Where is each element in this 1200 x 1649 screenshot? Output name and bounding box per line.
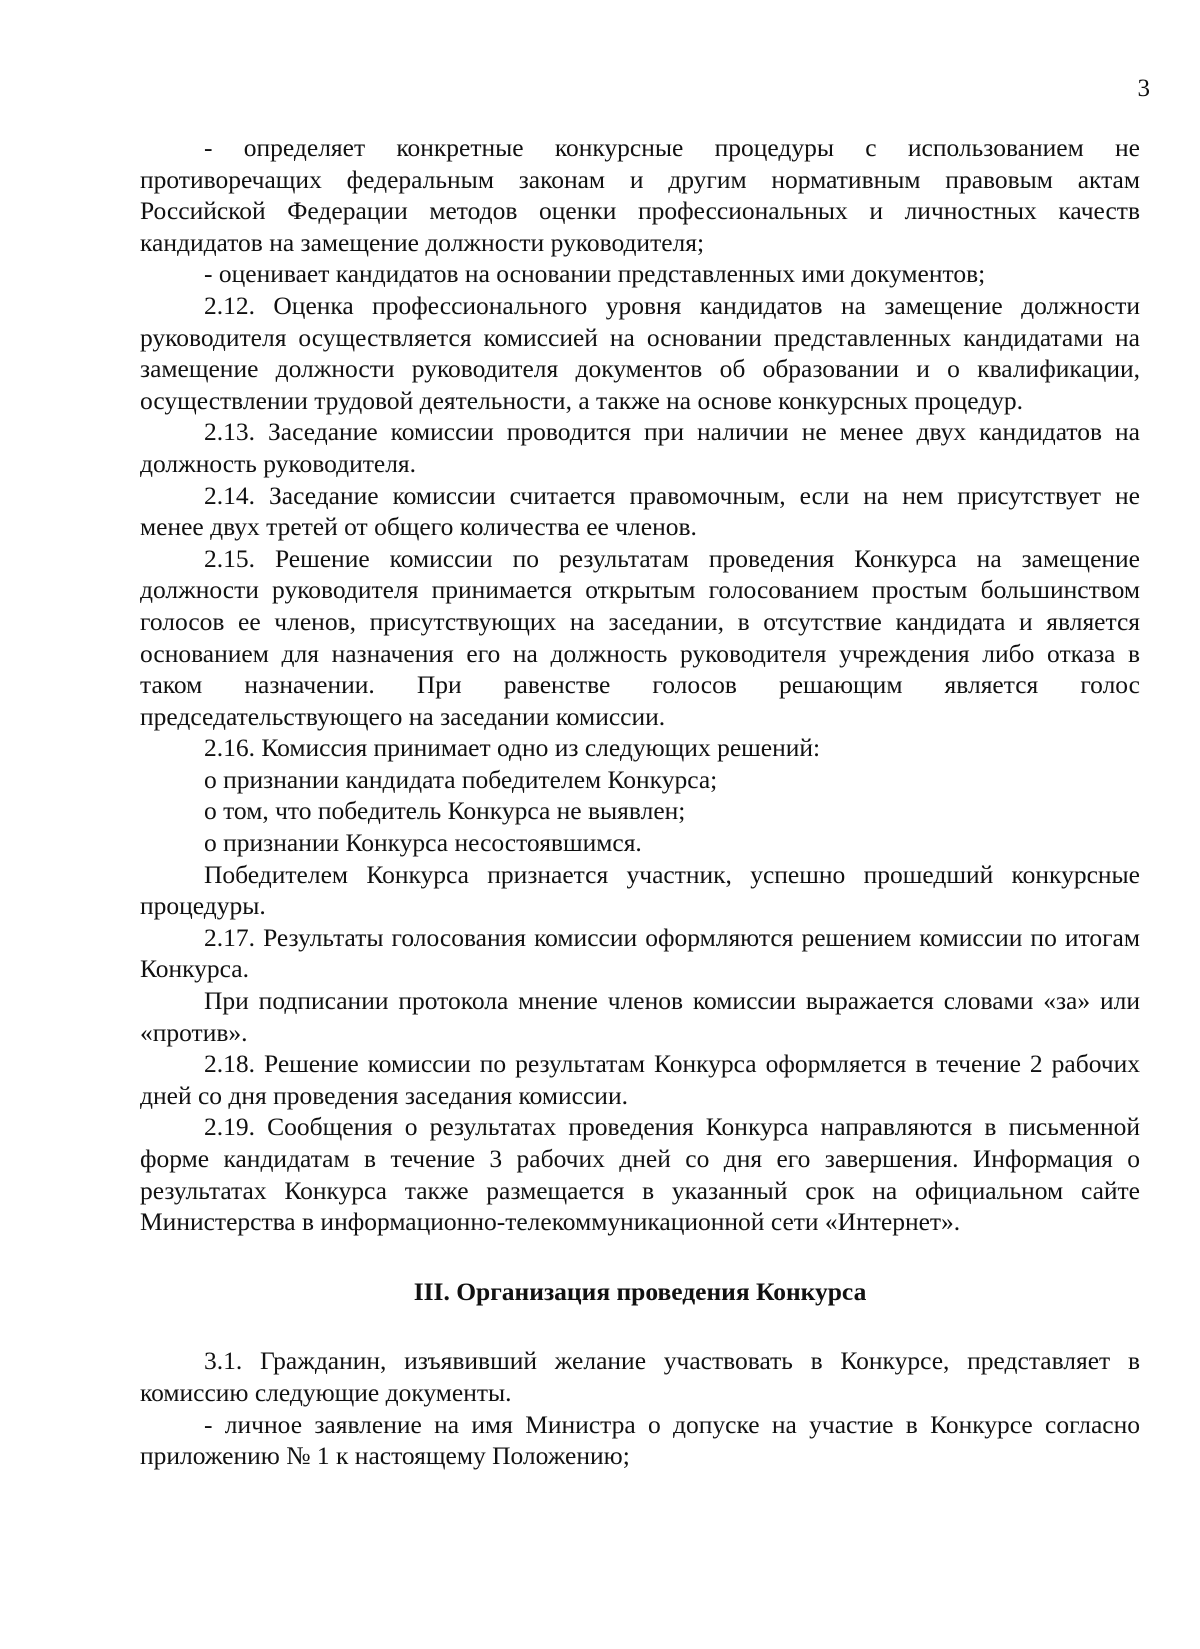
paragraph-3-1: 3.1. Гражданин, изъявивший желание участвовать в Конкурсе, представляет в комиссию следующие документы. <box>140 1346 1140 1407</box>
decision-option-winner: о признании кандидата победителем Конкурса; <box>204 764 718 794</box>
paragraph-bullet-application: - личное заявление на имя Министра о допуске на участие в Конкурсе согласно приложению № 1 к настоящему Положению; <box>140 1409 1140 1471</box>
paragraph-bullet-evaluates: - оценивает кандидатов на основании представленных ими документов; <box>204 259 986 289</box>
decision-option-no-winner: о том, что победитель Конкурса не выявлен; <box>204 796 686 826</box>
paragraph-2-18: 2.18. Решение комиссии по результатам Конкурса оформляется в течение 2 рабочих дней со дня проведения заседания комиссии. <box>140 1049 1140 1110</box>
decision-option-failed: о признании Конкурса несостоявшимся. <box>204 828 642 858</box>
paragraph-2-12: 2.12. Оценка профессионального уровня кандидатов на замещение должности руководителя осуществляется комиссией на основании представленных кандидатами на замещение должности руководителя документов об образовании и о квалификации, осуществлении трудовой деятельности, а также на основе конкурсных процедур. <box>140 290 1140 415</box>
paragraph-2-15: 2.15. Решение комиссии по результатам проведения Конкурса на замещение должности руководителя принимается открытым голосованием простым большинством голосов ее членов, присутствующих на заседании, в отсутствие кандидата и является основанием для назначения его на должность руководителя учреждения либо отказа в таком назначении. При равенстве голосов решающим является голос председательствующего на заседании комиссии. <box>140 543 1140 731</box>
page-number: 3 <box>1137 75 1150 102</box>
paragraph-2-13: 2.13. Заседание комиссии проводится при наличии не менее двух кандидатов на должность руководителя. <box>140 417 1140 478</box>
section-heading: III. Организация проведения Конкурса <box>413 1276 867 1306</box>
paragraph-bullet-procedures: - определяет конкретные конкурсные процедуры с использованием не противоречащих федеральным законам и другим нормативным правовым актам Российской Федерации методов оценки профессиональных и личностных качеств кандидатов на замещение должности руководителя; <box>140 133 1140 257</box>
document-body <box>140 132 1140 1472</box>
paragraph-2-14: 2.14. Заседание комиссии считается правомочным, если на нем присутствует не менее двух третей от общего количества ее членов. <box>140 480 1140 542</box>
paragraph-2-19: 2.19. Сообщения о результатах проведения Конкурса направляются в письменной форме кандидатам в течение 3 рабочих дней со дня его завершения. Информация о результатах Конкурса также размещается в указанный срок на официальном сайте Министерства в информационно-телекоммуникационной сети «Интернет». <box>140 1112 1140 1237</box>
paragraph-protocol-signing: При подписании протокола мнение членов комиссии выражается словами «за» или «против». <box>140 986 1140 1047</box>
paragraph-2-16: 2.16. Комиссия принимает одно из следующих решений: <box>204 733 821 763</box>
paragraph-winner-definition: Победителем Конкурса признается участник, успешно прошедший конкурсные процедуры. <box>140 859 1140 921</box>
paragraph-2-17: 2.17. Результаты голосования комиссии оформляются решением комиссии по итогам Конкурса. <box>140 922 1140 984</box>
